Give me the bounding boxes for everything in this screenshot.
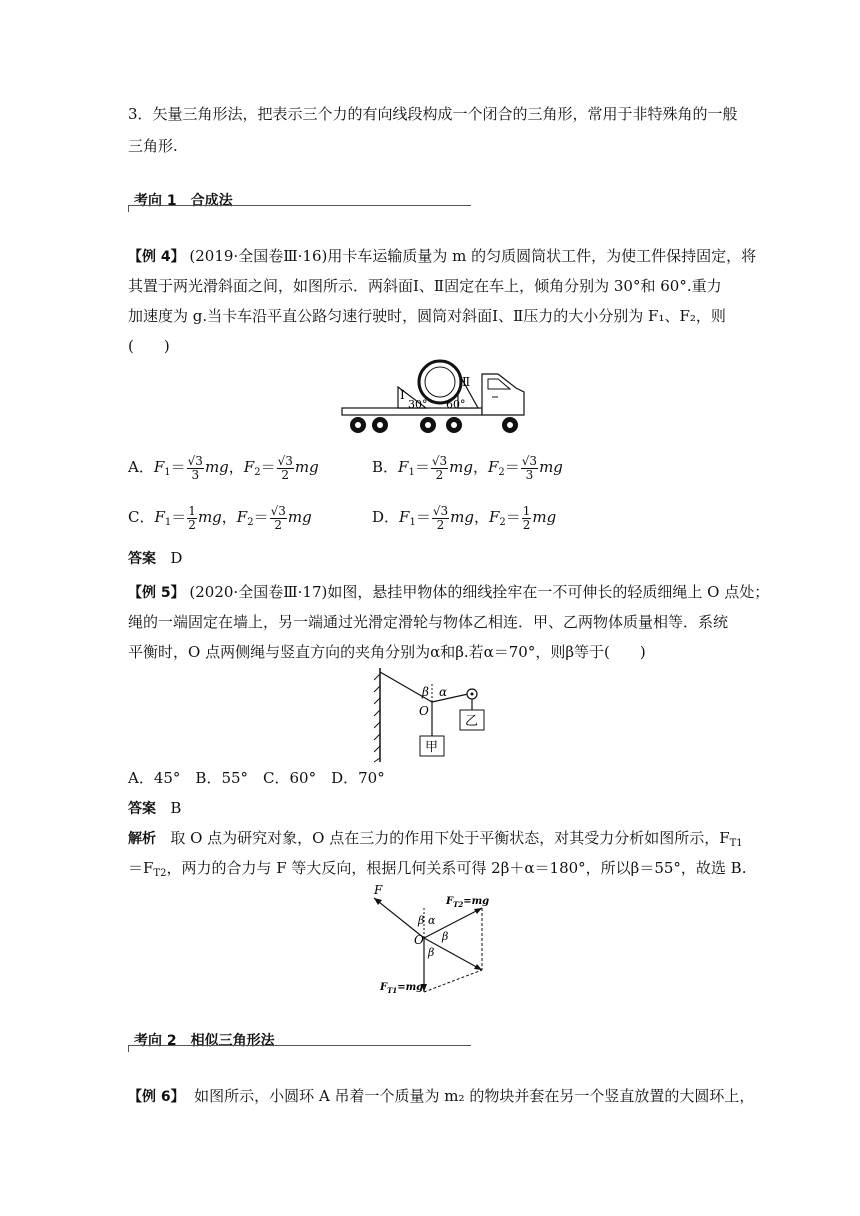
example5-line1 xyxy=(128,582,769,603)
example5-line3: 平衡时，O 点两侧绳与竖直方向的夹角分别为α和β.若α＝70°，则β等于( ) xyxy=(128,643,646,661)
section-label: 考向 1 合成法 xyxy=(134,193,233,209)
answer-value: B xyxy=(170,799,182,817)
answer-label: 答案 xyxy=(128,801,156,817)
example-tag: 【例 5】 xyxy=(128,585,185,601)
answer-label: 答案 xyxy=(128,551,156,567)
option-c: C．$F_1=$ $\frac{1}{2}$ mg，$F_2=$ $\frac{√3}{2}$ mg xyxy=(128,503,312,532)
analysis-line2: $=F_{T2}$，两力的合力与 F 等大反向，根据几何关系可得 2β＋α＝180°，所以β＝55°，故选 B. xyxy=(128,859,747,879)
example5-line2: 绳的一端固定在墙上，另一端通过光滑定滑轮与物体乙相连．甲、乙两物体质量相等．系统 xyxy=(128,613,729,631)
section-label: 考向 2 相似三角形法 xyxy=(134,1033,275,1049)
example6-line1 xyxy=(128,1086,754,1107)
pulley-figure xyxy=(372,664,502,764)
example4-line4: ( ) xyxy=(128,337,170,355)
option-d: D．$F_1=$ $\frac{√3}{2}$ mg，$F_2=$ $\frac{1}{2}$ mg xyxy=(372,503,557,532)
truck-figure xyxy=(340,352,530,438)
example-text: 如图所示，小圆环 A 吊着一个质量为 m₂ 的物块并套在另一个竖直放置的大圆环上， xyxy=(194,1087,755,1105)
angle2-label: 60° xyxy=(446,398,466,411)
answer-value: D xyxy=(170,549,183,567)
item3-line2: 三角形. xyxy=(128,137,178,155)
o-label: O xyxy=(419,704,429,718)
section-underline xyxy=(128,205,471,212)
slope2-label: Ⅱ xyxy=(462,375,471,389)
example4-answer xyxy=(128,548,182,569)
jia-label: 甲 xyxy=(425,740,439,755)
o-label: O xyxy=(414,933,424,947)
section-header-2 xyxy=(128,1030,470,1052)
force-diagram xyxy=(366,882,496,998)
example-text: (2019·全国卷Ⅲ·16)用卡车运输质量为 m 的匀质圆筒状工件，为使工件保持固定，将 xyxy=(189,247,757,265)
analysis-line1: 解析 取 O 点为研究对象，O 点在三力的作用下处于平衡状态，对其受力分析如图所示，$F_{T1}$ xyxy=(128,829,743,849)
example4-line3: 加速度为 g.当卡车沿平直公路匀速行驶时，圆筒对斜面Ⅰ、Ⅱ压力的大小分别为 F₁、F₂，则 xyxy=(128,307,726,325)
example-tag: 【例 4】 xyxy=(128,249,185,265)
example5-options: A．45° B．55° C．60° D．70° xyxy=(128,769,385,787)
ft2-label: $F_{T2}=mg$ xyxy=(446,896,490,909)
item3-line1: 3．矢量三角形法，把表示三个力的有向线段构成一个闭合的三角形，常用于非特殊角的一般 xyxy=(128,105,738,123)
example-tag: 【例 6】 xyxy=(128,1089,185,1105)
beta-label: β xyxy=(422,685,429,699)
example-text: (2020·全国卷Ⅲ·17)如图，悬挂甲物体的细线拴牢在一不可伸长的轻质细绳上 O 点处； xyxy=(189,583,770,601)
beta-label-2: β xyxy=(442,930,449,943)
example5-answer xyxy=(128,798,181,819)
alpha-label: α xyxy=(428,914,436,927)
ft1-label: $F_{T1}=mg$ xyxy=(380,982,424,995)
slope1-label: Ⅰ xyxy=(400,388,405,402)
beta-label-1: β xyxy=(418,914,425,927)
alpha-label: α xyxy=(439,685,448,699)
section-underline xyxy=(128,1045,471,1052)
angle1-label: 30° xyxy=(408,398,428,411)
yi-label: 乙 xyxy=(465,714,479,729)
example4-line1 xyxy=(128,246,756,267)
example4-line2: 其置于两光滑斜面之间，如图所示．两斜面Ⅰ、Ⅱ固定在车上，倾角分别为 30°和 60°.重力 xyxy=(128,277,722,295)
f-label: F xyxy=(374,883,383,897)
option-b: B．$F_1=$ $\frac{√3}{2}$ mg，$F_2=$ $\frac{√3}{3}$ mg xyxy=(372,453,563,482)
beta-label-3: β xyxy=(428,946,435,959)
section-header-1 xyxy=(128,190,470,212)
analysis-label: 解析 xyxy=(128,831,156,847)
option-a: A．$F_1=$ $\frac{√3}{3}$ mg，$F_2=$ $\frac{√3}{2}$ mg xyxy=(128,453,319,482)
